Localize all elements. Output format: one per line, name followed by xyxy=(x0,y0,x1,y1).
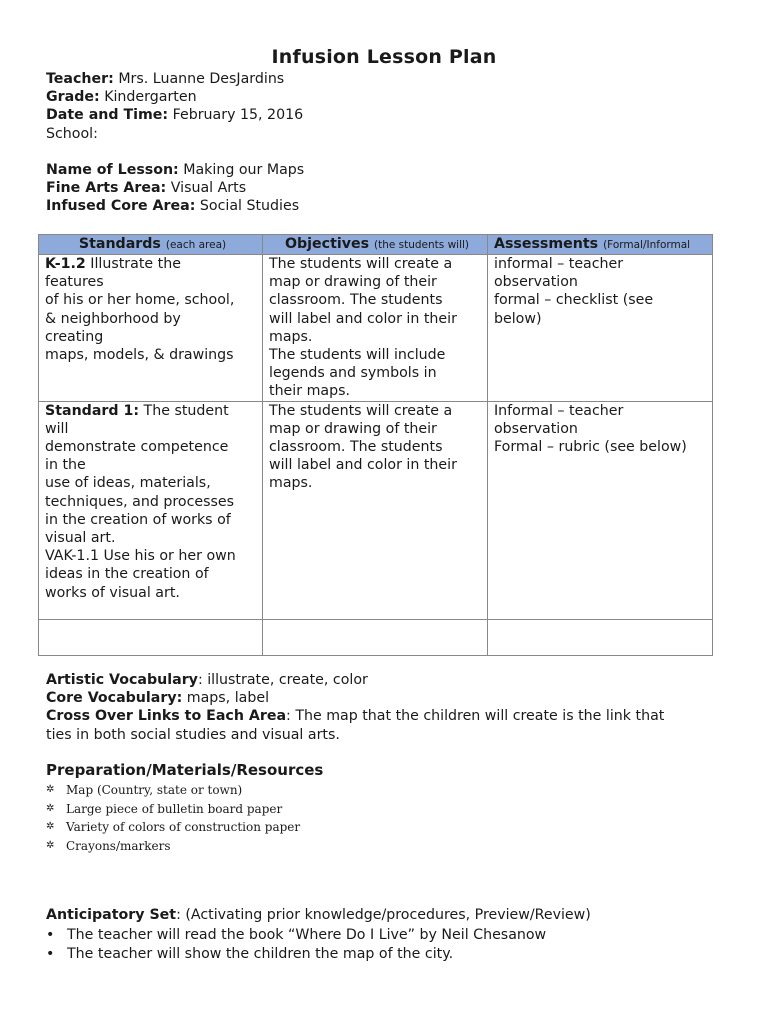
standards-table xyxy=(38,234,713,656)
fine-arts-label: Fine Arts Area: xyxy=(46,180,167,197)
list-item: • The teacher will read the book “Where Do I Live” by Neil Chesanow xyxy=(46,926,591,946)
materials-list xyxy=(46,781,300,855)
star-bullet-icon: ✲ xyxy=(46,839,55,851)
spacer xyxy=(46,143,304,161)
empty-cell xyxy=(488,619,713,655)
bullet-icon: • xyxy=(46,926,55,943)
document-title: Infusion Lesson Plan xyxy=(271,46,497,68)
empty-cell xyxy=(39,619,263,655)
empty-cell xyxy=(263,619,488,655)
table-row xyxy=(39,401,713,619)
lesson-name-line xyxy=(46,161,304,179)
school-label: School: xyxy=(46,125,98,142)
teacher-value: Mrs. Luanne DesJardins xyxy=(118,71,285,87)
cross-over-links: Cross Over Links to Each Area: The map that the children will create is the link that xyxy=(46,708,665,725)
preparation-heading: Preparation/Materials/Resources xyxy=(46,761,324,779)
anticipatory-set xyxy=(46,906,591,965)
objective-cell: The students will create a map or drawing of their classroom. The students will label and color in their maps. xyxy=(263,401,488,619)
assessment-cell: informal – teacher observation formal – checklist (see below) xyxy=(488,255,713,402)
objective-cell: The students will create a map or drawing of their classroom. The students will label and color in their maps. The students will include legends and symbols in their maps. xyxy=(263,255,488,402)
table-header-row xyxy=(39,235,713,255)
header-objectives: Objectives (the students will) xyxy=(263,235,488,255)
core-area-label: Infused Core Area: xyxy=(46,198,196,215)
header-standards: Standards (each area) xyxy=(39,235,263,255)
header-assessments: Assessments (Formal/Informal xyxy=(488,235,713,255)
list-item: • The teacher will show the children the map of the city. xyxy=(46,945,591,965)
list-item: ✲ Map (Country, state or town) xyxy=(46,783,243,797)
teacher-line xyxy=(46,70,304,88)
standard-cell: K-1.2 Illustrate the features of his or her home, school, & neighborhood by creating maps, models, & drawings xyxy=(39,255,263,402)
star-bullet-icon: ✲ xyxy=(46,821,55,832)
fine-arts-line xyxy=(46,179,304,197)
lesson-info xyxy=(46,70,304,215)
school-line xyxy=(46,125,304,143)
fine-arts-value: Visual Arts xyxy=(170,180,247,197)
table-row xyxy=(39,255,713,402)
core-vocabulary: Core Vocabulary: maps, label xyxy=(46,690,270,707)
star-bullet-icon: ✲ xyxy=(46,802,55,814)
grade-label: Grade: xyxy=(46,89,100,106)
table-row-empty xyxy=(39,619,713,655)
vocabulary-section xyxy=(46,671,726,744)
standard-cell: Standard 1: The student will demonstrate competence in the use of ideas, materials, techniques, and processes in the creation of works of visual art. VAK-1.1 Use his or her own ideas in the creation of works of visual art. xyxy=(39,401,263,619)
date-line xyxy=(46,106,304,124)
date-value: February 15, 2016 xyxy=(172,107,304,124)
grade-value: Kindergarten xyxy=(104,89,197,106)
artistic-vocabulary: Artistic Vocabulary: illustrate, create, color xyxy=(46,672,368,688)
lesson-value: Making our Maps xyxy=(183,161,305,178)
bullet-icon: • xyxy=(46,946,55,962)
list-item: ✲ Large piece of bulletin board paper xyxy=(46,801,283,816)
grade-line xyxy=(46,88,304,106)
star-bullet-icon: ✲ xyxy=(46,784,55,795)
core-area-value: Social Studies xyxy=(199,198,300,215)
lesson-label: Name of Lesson: xyxy=(46,161,179,178)
anticipatory-heading: Anticipatory Set: (Activating prior knowledge/procedures, Preview/Review) xyxy=(46,907,591,923)
cross-over-links-cont: ties in both social studies and visual arts. xyxy=(46,726,340,743)
core-area-line xyxy=(46,197,304,215)
date-label: Date and Time: xyxy=(46,107,169,124)
teacher-label: Teacher: xyxy=(46,71,114,87)
list-item: ✲ Variety of colors of construction paper xyxy=(46,820,301,834)
assessment-cell: Informal – teacher observation Formal – rubric (see below) xyxy=(488,401,713,619)
list-item: ✲ Crayons/markers xyxy=(46,838,171,853)
